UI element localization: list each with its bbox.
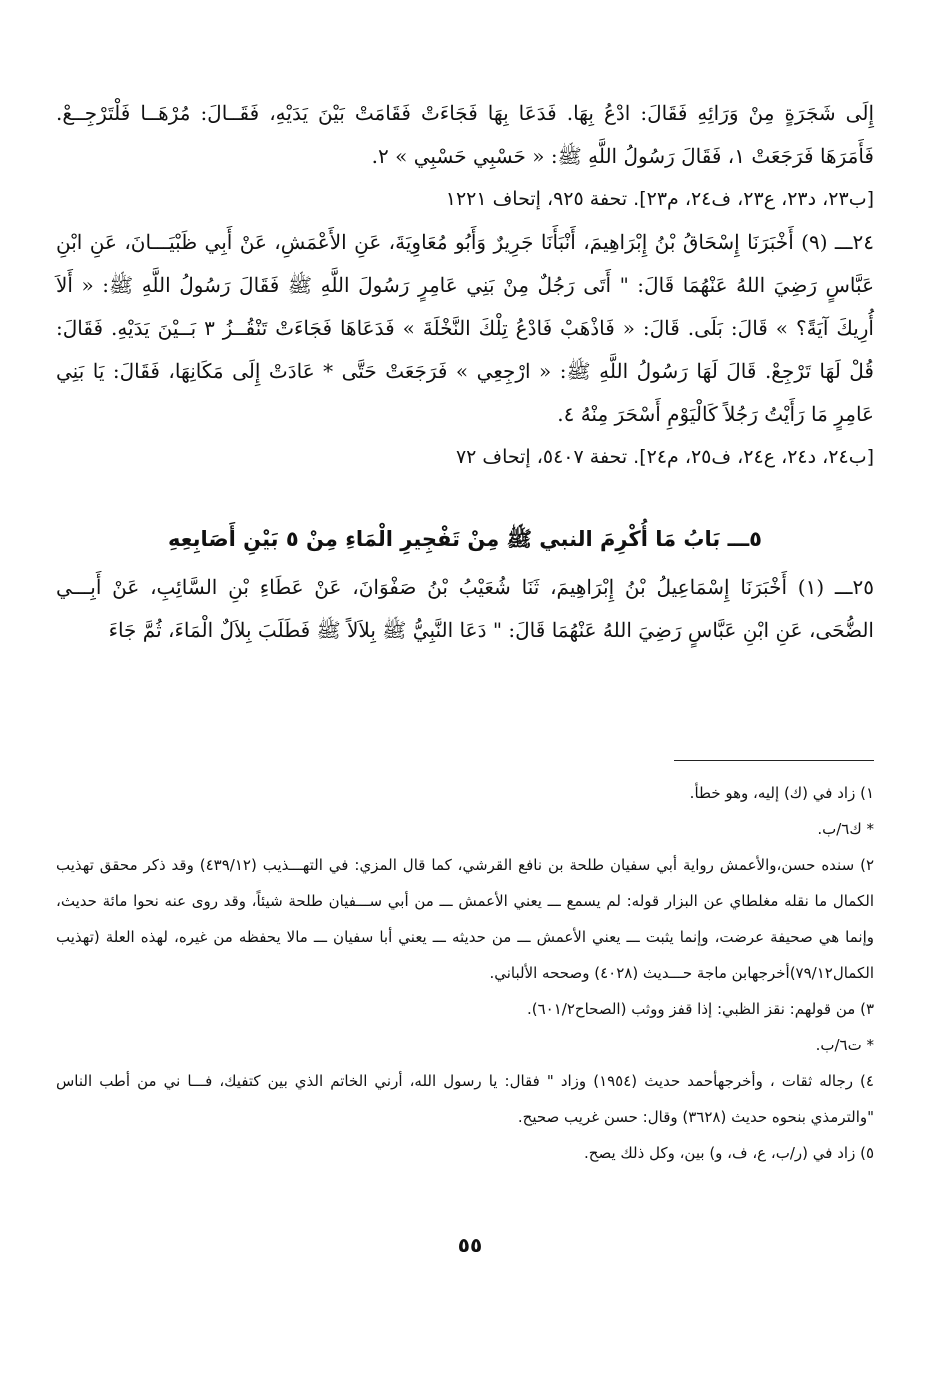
footnote-4: ٤) رجاله ثقات ، وأخرجهأحمد حديث (١٩٥٤) وزاد " فقال: يا رسول الله، أرني الخاتم الذي بين كتفيك، فـــا ني من أطب الناس "والترمذي بنحوه حديث (٣٦٢٨) وقال: حسن غريب صحيح. bbox=[56, 1072, 874, 1126]
hadith-paragraph-continuation: إِلَى شَجَرَةٍ مِنْ وَرَائِهِ فَقَالَ: ادْعُ بِهَا. فَدَعَا بِهَا فَجَاءَتْ فَقَامَتْ بَيْنَ يَدَيْهِ، فَقَــالَ: مُرْهَــا فَلْتَرْجِــعْ. فَأَمَرَهَا فَرَجَعَتْ ١، فَقَالَ رَسُولُ اللَّهِ ﷺ: « حَسْبِي حَسْبِي » ٢. bbox=[56, 101, 874, 168]
main-text-bottom bbox=[56, 566, 874, 652]
hadith-paragraph-24: ٢٤ـــ (٩) أَخْبَرَنَا إِسْحَاقُ بْنُ إِبْرَاهِيمَ، أَنْبَأَنَا جَرِيرٌ وَأَبُو مُعَاوِيَةَ، عَنِ الأَعْمَشِ، عَنْ أَبِي ظَبْيَـــانَ، عَنِ ابْنِ عَبَّاسٍ رَضِيَ اللهُ عَنْهُمَا قَالَ: " أَتَى رَجُلٌ مِنْ بَنِي عَامِرٍ رَسُولَ اللَّهِ ﷺ فَقَالَ رَسُولُ اللَّهِ ﷺ: « أَلاَ أُرِيكَ آيَةً؟ » قَالَ: بَلَى. قَالَ: « فَاذْهَبْ فَادْعُ تِلْكَ النَّخْلَةَ » فَدَعَاهَا فَجَاءَتْ تَنْقُــزُ ٣ بَــيْنَ يَدَيْهِ. فَقَالَ: قُلْ لَهَا تَرْجِعْ. قَالَ لَهَا رَسُولُ اللَّهِ ﷺ: « ارْجِعِي » فَرَجَعَتْ حَتَّى * عَادَتْ إِلَى مَكَانِهَا، فَقَالَ: يَا بَنِي عَامِرٍ مَا رَأَيْتُ رَجُلاً كَالْيَوْمِ أَسْحَرَ مِنْهُ ٤. bbox=[56, 230, 874, 426]
main-text-top bbox=[56, 92, 874, 479]
page-number: ٥٥ bbox=[457, 1233, 483, 1257]
manuscript-marker-2: * ت٦/ب. bbox=[815, 1036, 874, 1054]
footnotes bbox=[56, 775, 874, 1171]
hadith-reference-23: [ب٢٣، د٢٣، ع٢٣، ف٢٤، م٢٣]. تحفة ٩٢٥، إتحاف ١٢٢١ bbox=[445, 188, 874, 210]
footnote-1: ١) زاد في (ك) إليه، وهو خطأ. bbox=[689, 784, 874, 802]
footnote-3: ٣) من قولهم: نقز الظبي: إذا قفز ووثب (الصحاح٦٠١/٢). bbox=[527, 1000, 874, 1018]
hadith-reference-24: [ب٢٤، د٢٤، ع٢٤، ف٢٥، م٢٤]. تحفة ٥٤٠٧، إتحاف ٧٢ bbox=[455, 446, 874, 468]
chapter-heading: ٥ـــ بَابُ مَا أُكْرِمَ النبي ﷺ مِنْ تَفْجِيرِ الْمَاءِ مِنْ ٥ بَيْنِ أَصَابِعِهِ bbox=[168, 527, 762, 551]
hadith-paragraph-25: ٢٥ـــ (١) أَخْبَرَنَا إِسْمَاعِيلُ بْنُ إِبْرَاهِيمَ، ثَنَا شُعَيْبُ بْنُ صَفْوَانَ، عَنْ عَطَاءِ بْنِ السَّائِبِ، عَنْ أَبِـــي الضُّحَى، عَنِ ابْنِ عَبَّاسٍ رَضِيَ اللهُ عَنْهُمَا قَالَ: " دَعَا النَّبِيُّ ﷺ بِلاَلاً ﷺ فَطَلَبَ بِلاَلٌ الْمَاءَ، ثُمَّ جَاءَ bbox=[56, 575, 874, 642]
footnote-divider bbox=[674, 760, 874, 761]
footnote-5: ٥) زاد في (ر/ب، ع، ف، و) بين، وكل ذلك يصح. bbox=[584, 1144, 874, 1162]
footnote-2: ٢) سنده حسن،والأعمش رواية أبي سفيان طلحة بن نافع القرشي، كما قال المزي: في التهـــذيب (٤٣٩/١٢) وقد ذكر محقق تهذيب الكمال ما نقله مغلطاي عن البزار قوله: لم يسمع ـــ يعني الأعمش ـــ من أبي ســـفيان طلحة شيئاً، وقد روى عنه نحوا مائة حديث، وإنما هي صحيفة عرضت، وإنما يثبت ـــ يعني الأعمش ـــ من حديثه ـــ يعني أبا سفيان ـــ مالا يحفظه من غيره، لهذه العلة (تهذيب الكمال٧٩/١٢)أخرجهابن ماجة حـــديث (٤٠٢٨) وصححه الألباني. bbox=[56, 856, 874, 982]
manuscript-marker-1: * ك٦/ب. bbox=[817, 820, 874, 838]
